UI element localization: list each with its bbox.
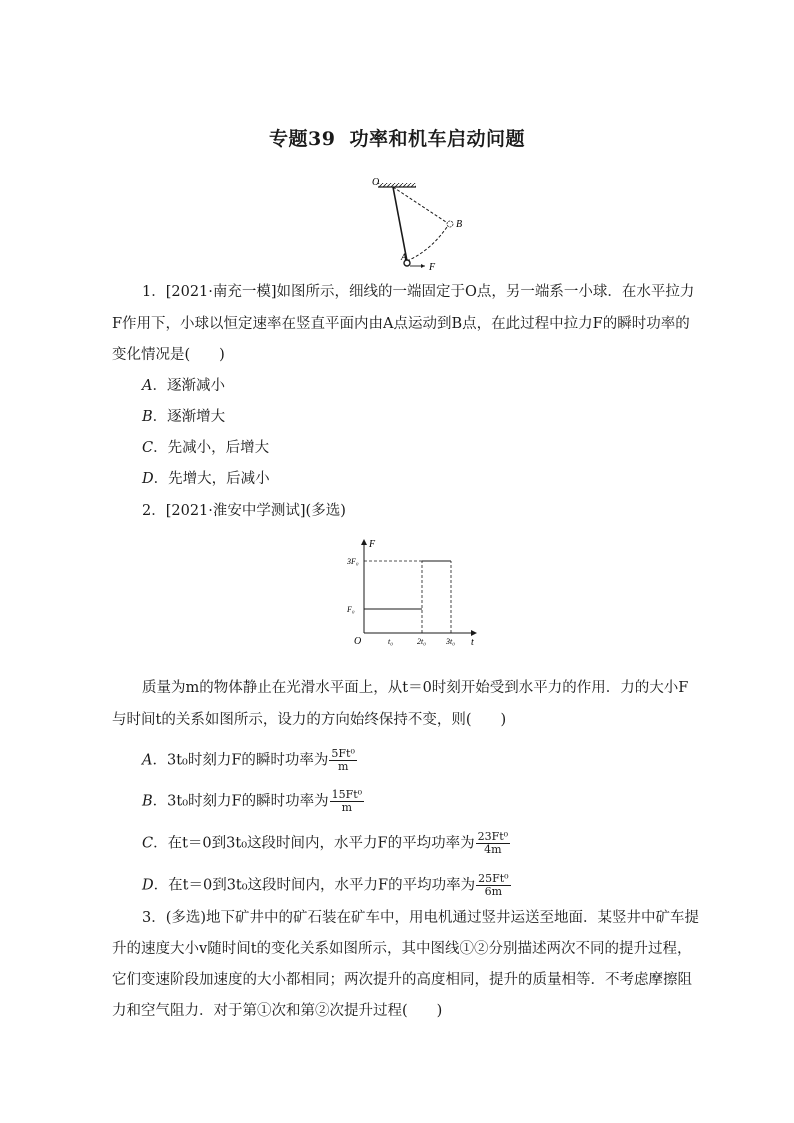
- x-axis-label: t: [471, 637, 474, 648]
- q1-option-c[interactable]: [142, 440, 269, 456]
- fraction-numerator: 15Ft⁰: [331, 788, 363, 801]
- q1-option-b[interactable]: [142, 409, 225, 425]
- q1-line3: 变化情况是( ): [112, 347, 225, 363]
- y-axis-label: F: [369, 539, 376, 550]
- label-a: A: [401, 252, 407, 262]
- label-o: O: [372, 177, 380, 188]
- fraction: [476, 831, 510, 856]
- q3-line4: 力和空气阻力．对于第①次和第②次提升过程( ): [112, 1003, 443, 1019]
- fraction-denominator: 4m: [484, 843, 502, 856]
- string-to-a: [393, 187, 407, 261]
- pendulum-figure: [350, 172, 470, 276]
- q3-line1: 3．(多选)地下矿井中的矿石装在矿车中，用电机通过竖井运送至地面．某竖井中矿车提: [142, 910, 700, 926]
- q2-option-c[interactable]: [142, 831, 510, 856]
- x-tick-label: 3t₀: [446, 637, 456, 646]
- q1-option-a[interactable]: [142, 378, 225, 394]
- option-letter: A: [142, 378, 153, 394]
- force-time-chart: [340, 536, 482, 654]
- y-tick-label: 3F₀: [347, 557, 359, 566]
- origin-label: O: [354, 636, 362, 647]
- force-arrowhead: [421, 264, 425, 268]
- option-letter: B: [142, 409, 153, 425]
- ball-b: [447, 221, 453, 227]
- q1-option-d[interactable]: [142, 471, 270, 487]
- q2-option-b[interactable]: [142, 789, 364, 814]
- q3-line3: 它们变速阶段加速度的大小都相同；两次提升的高度相同，提升的质量相等．不考虑摩擦阻: [112, 972, 692, 988]
- option-letter: D: [142, 877, 154, 894]
- x-tick-label: t₀: [388, 637, 394, 646]
- topic-number: 专题39: [269, 128, 336, 150]
- fraction-denominator: 6m: [484, 885, 503, 898]
- q3-line2: 升的速度大小v随时间t的变化关系如图所示，其中图线①②分别描述两次不同的提升过程，: [112, 941, 692, 957]
- q2-option-a[interactable]: [142, 748, 357, 773]
- q2-stem-line2: 与时间t的关系如图所示，设力的方向始终保持不变，则( ): [112, 712, 507, 728]
- fraction-numerator: 5Ft⁰: [331, 747, 355, 760]
- option-letter: C: [142, 440, 154, 456]
- option-text: ．在t＝0到3t₀这段时间内，水平力F的平均功率为: [153, 835, 475, 852]
- option-text: ．先减小，后增大: [153, 440, 270, 456]
- option-text: ．在t＝0到3t₀这段时间内，水平力F的平均功率为: [153, 877, 476, 894]
- q1-line2: F作用下，小球以恒定速率在竖直平面内由A点运动到B点，在此过程中拉力F的瞬时功率的: [112, 316, 690, 332]
- option-text: ．先增大，后减小: [153, 471, 270, 487]
- topic-name: 功率和机车启动问题: [349, 128, 525, 150]
- q2-stem-line1: 质量为m的物体静止在光滑水平面上，从t＝0时刻开始受到水平力的作用．力的大小F: [142, 680, 689, 696]
- option-letter: A: [142, 752, 153, 769]
- q2-header: 2．[2021·淮安中学测试](多选): [142, 503, 346, 519]
- option-letter: B: [142, 793, 153, 810]
- label-f: F: [429, 262, 436, 273]
- fraction: [476, 873, 510, 898]
- fraction-numerator: 23Ft⁰: [477, 830, 509, 843]
- q1-line1: 1．[2021·南充一模]如图所示，细线的一端固定于O点，另一端系一小球．在水平拉力: [142, 284, 695, 300]
- ceiling-hatch: [378, 183, 416, 187]
- fraction: [329, 748, 356, 773]
- option-text: ．3t₀时刻力F的瞬时功率为: [152, 752, 329, 769]
- fraction-denominator: m: [341, 801, 353, 814]
- q2-option-d[interactable]: [142, 873, 511, 898]
- label-b: B: [456, 219, 463, 230]
- fraction-denominator: m: [337, 760, 349, 773]
- fraction: [330, 789, 364, 814]
- option-letter: C: [142, 835, 154, 852]
- option-text: ．逐渐增大: [152, 409, 226, 425]
- fraction-numerator: 25Ft⁰: [478, 872, 509, 885]
- option-text: ．逐渐减小: [152, 378, 225, 394]
- option-text: ．3t₀时刻力F的瞬时功率为: [152, 793, 329, 810]
- trajectory-arc: [407, 224, 449, 261]
- string-to-b: [393, 187, 449, 224]
- y-tick-label: F₀: [347, 605, 355, 614]
- option-letter: D: [142, 471, 154, 487]
- page-title: [0, 124, 794, 151]
- x-tick-label: 2t₀: [417, 637, 427, 646]
